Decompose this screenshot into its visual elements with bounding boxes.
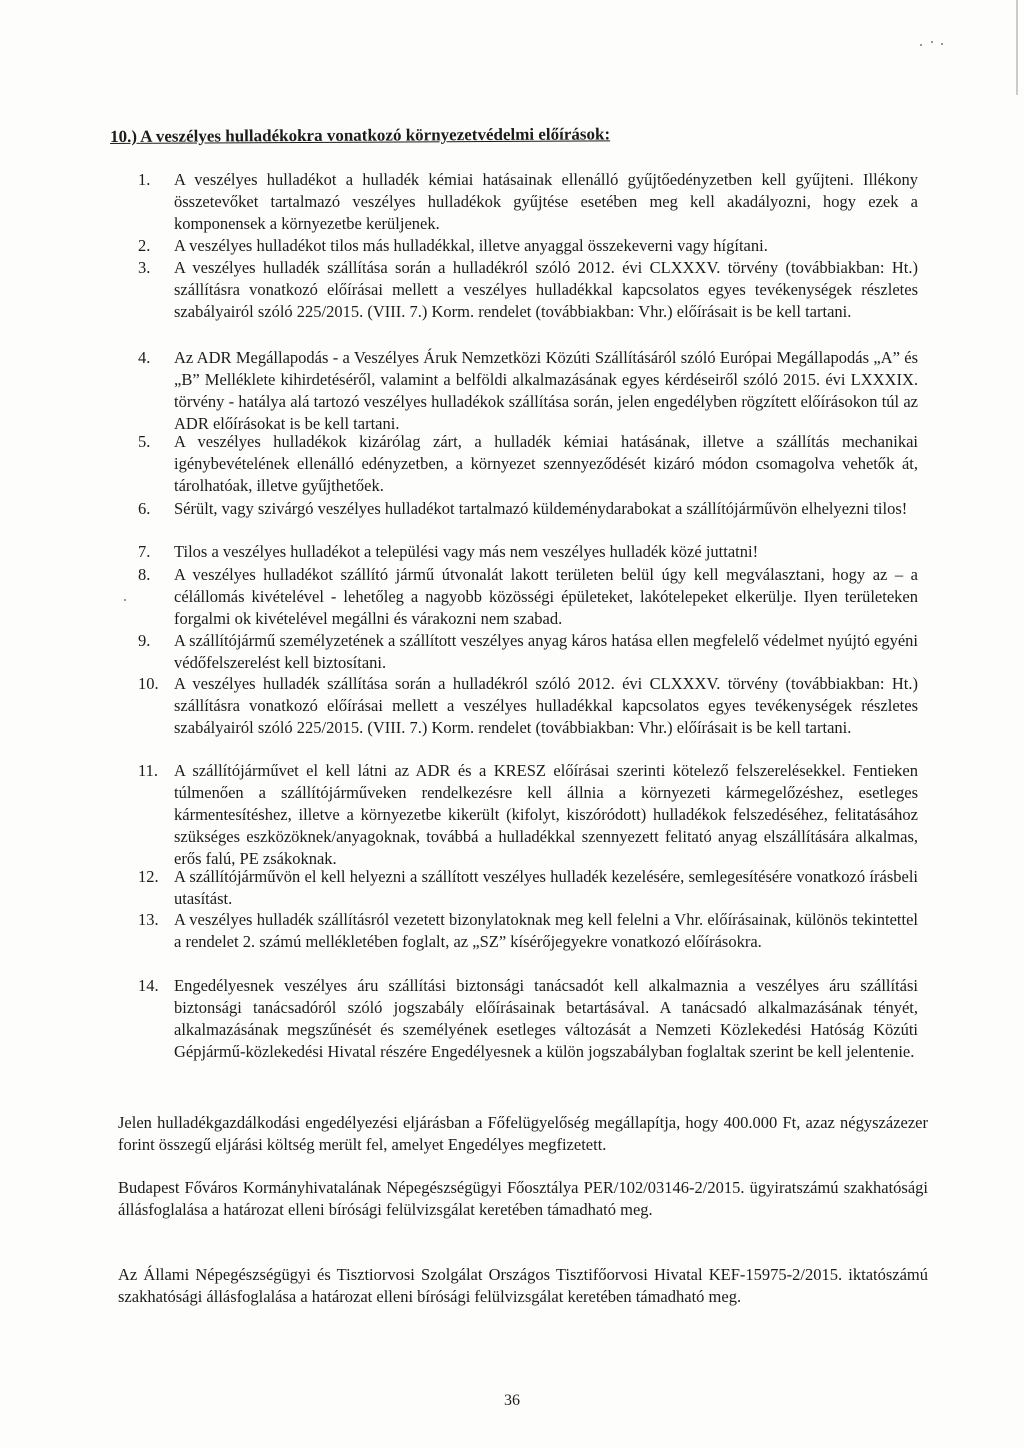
- list-item: [138, 541, 918, 563]
- item-text: Tilos a veszélyes hulladékot a települési vagy más nem veszélyes hulladék közé juttatni!: [174, 542, 759, 561]
- item-number: 5.: [138, 432, 151, 451]
- item-text: A veszélyes hulladékot a hulladék kémiai hatásainak ellenálló gyűjtőedényzetben kell gyűjteni. Illékony összetevőket tartalmazó veszélyes hulladékok gyűjtése esetében meg kell akadályozni, hogy ezek a komponensek a környezetbe kerüljenek.: [174, 170, 918, 233]
- item-number: 6.: [138, 499, 151, 518]
- list-item: [138, 431, 918, 497]
- authority-paragraph-2: Az Állami Népegészségügyi és Tisztiorvosi Szolgálat Országos Tisztifőorvosi Hivatal KEF-15975-2/2015. iktatószámú szakhatósági állásfoglalása a határozat elleni bírósági felülvizsgálat keretében támadható meg.: [118, 1265, 928, 1306]
- scan-speck: [931, 41, 933, 43]
- item-number: 4.: [138, 348, 151, 367]
- item-text: A veszélyes hulladékot tilos más hulladékkal, illetve anyaggal összekeverni vagy hígítani.: [174, 236, 768, 255]
- item-number: 13.: [138, 910, 159, 929]
- item-number: 2.: [138, 236, 151, 255]
- list-item: [138, 630, 918, 674]
- item-number: 11.: [138, 761, 159, 780]
- cost-paragraph: Jelen hulladékgazdálkodási engedélyezési eljárásban a Főfelügyelőség megállapítja, hogy 400.000 Ft, azaz négyszázezer forint összegű eljárási költség merült fel, amelyet Engedélyes megfizetett.: [118, 1113, 928, 1154]
- list-item: [138, 866, 918, 910]
- scan-speck: [124, 599, 126, 601]
- item-text: A szállítójármű személyzetének a szállított veszélyes anyag káros hatása ellen megfelelő védelmet nyújtó egyéni védőfelszerelést kell biztosítani.: [174, 631, 918, 672]
- scan-edge: [1016, 0, 1018, 95]
- list-item: [138, 235, 918, 257]
- item-text: A veszélyes hulladékot szállító jármű útvonalát lakott területen belül úgy kell megválasztani, hogy az – a célállomás kivételével - lehetőleg a nagyobb közösségi épületeket, lakótelepeket elkerülje. Ilyen területeken forgalmi ok kivételével megállni és várakozni nem szabad.: [174, 565, 918, 628]
- list-item: [138, 564, 918, 630]
- item-number: 1.: [138, 170, 151, 189]
- item-text: A veszélyes hulladék szállítása során a hulladékról szóló 2012. évi CLXXXV. törvény (továbbiakban: Ht.) szállításra vonatkozó előírásai mellett a veszélyes hulladékkal kapcsolatos egyes tevékenységek részletes szabályairól szóló 225/2015. (VIII. 7.) Korm. rendelet (továbbiakban: Vhr.) előírásait is be kell tartani.: [174, 674, 918, 737]
- item-text: A szállítójárművön el kell helyezni a szállított veszélyes hulladék kezelésére, semlegesítésére vonatkozó írásbeli utasítást.: [174, 867, 918, 908]
- item-text: A veszélyes hulladékok kizárólag zárt, a hulladék kémiai hatásának, illetve a szállítás mechanikai igénybevételének ellenálló edényzetben, a környezet szennyeződését kizáró módon csomagolva vehetők át, tárolhatóak, illetve gyűjthetőek.: [174, 432, 918, 495]
- scan-speck: [941, 43, 943, 45]
- item-number: 10.: [138, 674, 159, 693]
- item-text: A szállítójárművet el kell látni az ADR és a KRESZ előírásai szerinti kötelező felszerelésekkel. Fentieken túlmenően a szállítójárműveken rendelkezésre kell állnia a környezeti kármegelőzéshez, esetleges kármentesítéshez, illetve a környezetbe kikerült (kifolyt, kiszóródott) hulladékok felszedéséhez, felitatásához szükséges eszközöknek/anyagoknak, továbbá a hulladékkal szennyezett felitató anyag elszállítására alkalmas, erős falú, PE zsákoknak.: [174, 761, 918, 868]
- list-item: [138, 975, 918, 1063]
- item-text: Sérült, vagy szivárgó veszélyes hulladékot tartalmazó küldeménydarabokat a szállítójárművön elhelyezni tilos!: [174, 499, 908, 518]
- item-text: Engedélyesnek veszélyes áru szállítási biztonsági tanácsadót kell alkalmaznia a veszélyes áru szállítási biztonsági tanácsadóról szóló jogszabály előírásainak betartásával. A tanácsadó alkalmazásának tényét, alkalmazásának megszűnését és személyének esetleges változását a Nemzeti Közlekedési Hatóság Közúti Gépjármű-közlekedési Hivatal részére Engedélyesnek a külön jogszabályban foglaltak szerint be kell jelentenie.: [174, 976, 918, 1061]
- list-item: [138, 673, 918, 739]
- list-item: [138, 347, 918, 435]
- list-item: [138, 169, 918, 235]
- item-text: A veszélyes hulladék szállításról vezetett bizonylatoknak meg kell felelni a Vhr. előírásainak, különös tekintettel a rendelet 2. számú mellékletében foglalt, az „SZ” kísérőjegyekre vonatkozó előírásokra.: [174, 910, 918, 951]
- item-text: Az ADR Megállapodás - a Veszélyes Áruk Nemzetközi Közúti Szállításáról szóló Európai Megállapodás „A” és „B” Melléklete kihirdetéséről, valamint a belföldi alkalmazásának egyes kérdéseiről szóló 2015. évi LXXXIX. törvény - hatálya alá tartozó veszélyes hulladékok szállítása során, jelen engedélyben rögzített előírásokon túl az ADR előírásokat is be kell tartani.: [174, 348, 918, 433]
- page-number: 36: [504, 1392, 520, 1409]
- item-number: 8.: [138, 565, 151, 584]
- item-number: 7.: [138, 542, 151, 561]
- item-text: A veszélyes hulladék szállítása során a hulladékról szóló 2012. évi CLXXXV. törvény (továbbiakban: Ht.) szállításra vonatkozó előírásai mellett a veszélyes hulladékkal kapcsolatos egyes tevékenységek részletes szabályairól szóló 225/2015. (VIII. 7.) Korm. rendelet (továbbiakban: Vhr.) előírásait is be kell tartani.: [174, 258, 918, 321]
- list-item: [138, 498, 918, 520]
- list-item: [138, 760, 918, 870]
- scan-speck: [920, 44, 922, 46]
- item-number: 14.: [138, 976, 159, 995]
- list-item: [138, 257, 918, 323]
- item-number: 9.: [138, 631, 151, 650]
- list-item: [138, 909, 918, 953]
- item-number: 12.: [138, 867, 159, 886]
- section-title: 10.) A veszélyes hulladékokra vonatkozó környezetvédelmi előírások:: [110, 124, 611, 146]
- authority-paragraph-1: Budapest Főváros Kormányhivatalának Népegészségügyi Főosztálya PER/102/03146-2/2015. ügyiratszámú szakhatósági állásfoglalása a határozat elleni bírósági felülvizsgálat keretében támadható meg.: [118, 1178, 928, 1219]
- item-number: 3.: [138, 258, 151, 277]
